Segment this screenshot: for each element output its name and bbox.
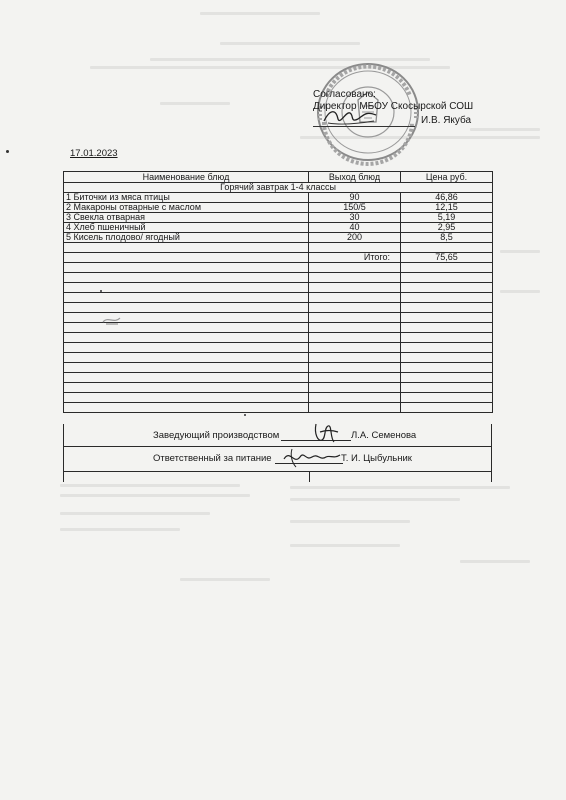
empty-row (64, 383, 493, 393)
total-value: 75,65 (401, 253, 493, 263)
approval-director-title: Директор МБОУ Скосырской СОШ (313, 101, 474, 112)
empty-cell (309, 333, 401, 343)
empty-row (64, 313, 493, 323)
bleed-through (500, 250, 540, 253)
empty-row (64, 243, 493, 253)
dish-yield: 200 (309, 233, 401, 243)
empty-row (64, 363, 493, 373)
document-date: 17.01.2023 (70, 148, 118, 159)
production-manager-role: Заведующий производством (153, 430, 280, 441)
bleed-through (60, 528, 180, 531)
empty-cell (401, 343, 493, 353)
empty-cell (309, 393, 401, 403)
dish-yield: 150/5 (309, 203, 401, 213)
stray-mark (100, 312, 126, 328)
empty-cell (64, 263, 309, 273)
table-footer-gap (63, 472, 492, 482)
section-title: Горячий завтрак 1-4 классы (64, 183, 493, 193)
stray-dot (100, 290, 102, 292)
table-row (64, 203, 493, 213)
table-header-row (64, 172, 493, 183)
dish-price: 12,15 (401, 203, 493, 213)
empty-cell (401, 393, 493, 403)
total-label: Итого: (309, 253, 401, 263)
bleed-through (290, 544, 400, 547)
empty-row (64, 373, 493, 383)
header-price: Цена руб. (401, 172, 493, 183)
empty-cell (401, 333, 493, 343)
menu-table (63, 171, 493, 413)
empty-row (64, 283, 493, 293)
bleed-through (290, 498, 460, 501)
empty-cell (309, 293, 401, 303)
dish-yield: 90 (309, 193, 401, 203)
bleed-through (460, 560, 530, 563)
bleed-through (290, 486, 510, 489)
dish-price: 2,95 (401, 223, 493, 233)
empty-cell (401, 263, 493, 273)
empty-cell (64, 303, 309, 313)
empty-cell (64, 373, 309, 383)
empty-cell (401, 323, 493, 333)
empty-cell (309, 263, 401, 273)
production-manager-signature (308, 420, 342, 448)
empty-row (64, 323, 493, 333)
empty-cell (64, 393, 309, 403)
signatures-section (63, 424, 492, 482)
signature-row-nutrition (63, 447, 492, 472)
dish-name: 2 Макароны отварные с маслом (64, 203, 309, 213)
bleed-through (160, 102, 230, 105)
empty-cell (401, 383, 493, 393)
empty-cell (64, 333, 309, 343)
empty-cell (309, 363, 401, 373)
empty-cell (309, 323, 401, 333)
bleed-through (60, 484, 240, 487)
bleed-through (470, 128, 540, 131)
empty-cell (64, 293, 309, 303)
empty-cell (309, 383, 401, 393)
empty-row (64, 353, 493, 363)
bleed-through (220, 42, 360, 45)
stray-dot (244, 414, 246, 416)
dish-name: 1 Биточки из мяса птицы (64, 193, 309, 203)
table-row (64, 193, 493, 203)
empty-cell (64, 363, 309, 373)
nutrition-officer-role: Ответственный за питание (153, 453, 272, 464)
empty-cell (401, 303, 493, 313)
empty-cell (64, 343, 309, 353)
bleed-through (60, 494, 250, 497)
empty-cell (64, 403, 309, 413)
empty-cell (401, 283, 493, 293)
header-dish-name: Наименование блюд (64, 172, 309, 183)
empty-cell (401, 273, 493, 283)
dish-yield: 40 (309, 223, 401, 233)
bleed-through (500, 290, 540, 293)
empty-cell (401, 363, 493, 373)
nutrition-officer-signature (280, 445, 344, 469)
total-row (64, 253, 493, 263)
empty-row (64, 343, 493, 353)
empty-row (64, 393, 493, 403)
production-manager-name: Л.А. Семенова (351, 430, 417, 441)
empty-row (64, 263, 493, 273)
empty-cell (401, 313, 493, 323)
nutrition-officer-name: Т. И. Цыбульник (341, 453, 412, 464)
dish-name: 4 Хлеб пшеничный (64, 223, 309, 233)
empty-cell (309, 403, 401, 413)
empty-cell (401, 293, 493, 303)
empty-row (64, 273, 493, 283)
table-row (64, 213, 493, 223)
empty-cell (64, 383, 309, 393)
empty-cell (309, 273, 401, 283)
empty-cell (309, 373, 401, 383)
director-signature (320, 105, 380, 127)
empty-cell (309, 313, 401, 323)
empty-cell (309, 283, 401, 293)
empty-cell (401, 403, 493, 413)
stray-dot (6, 150, 9, 153)
signature-row-production (63, 424, 492, 447)
empty-cell (309, 343, 401, 353)
table-row (64, 223, 493, 233)
bleed-through (60, 512, 210, 515)
dish-name: 5 Кисель плодово/ ягодный (64, 233, 309, 243)
header-yield: Выход блюд (309, 172, 401, 183)
empty-cell (401, 353, 493, 363)
empty-row (64, 333, 493, 343)
section-title-row (64, 183, 493, 193)
empty-cell (309, 303, 401, 313)
bleed-through (290, 520, 410, 523)
empty-cell (309, 353, 401, 363)
dish-name: 3 Свекла отварная (64, 213, 309, 223)
dish-price: 8,5 (401, 233, 493, 243)
empty-row (64, 293, 493, 303)
dish-yield: 30 (309, 213, 401, 223)
empty-cell (401, 373, 493, 383)
empty-cell (64, 273, 309, 283)
empty-row (64, 403, 493, 413)
empty-cell (64, 353, 309, 363)
table-row (64, 233, 493, 243)
dish-price: 5,19 (401, 213, 493, 223)
empty-row (64, 303, 493, 313)
bleed-through (200, 12, 320, 15)
bleed-through (180, 578, 270, 581)
approval-heading: Согласовано: (313, 89, 376, 100)
dish-price: 46,86 (401, 193, 493, 203)
director-name: И.В. Якуба (421, 115, 472, 126)
